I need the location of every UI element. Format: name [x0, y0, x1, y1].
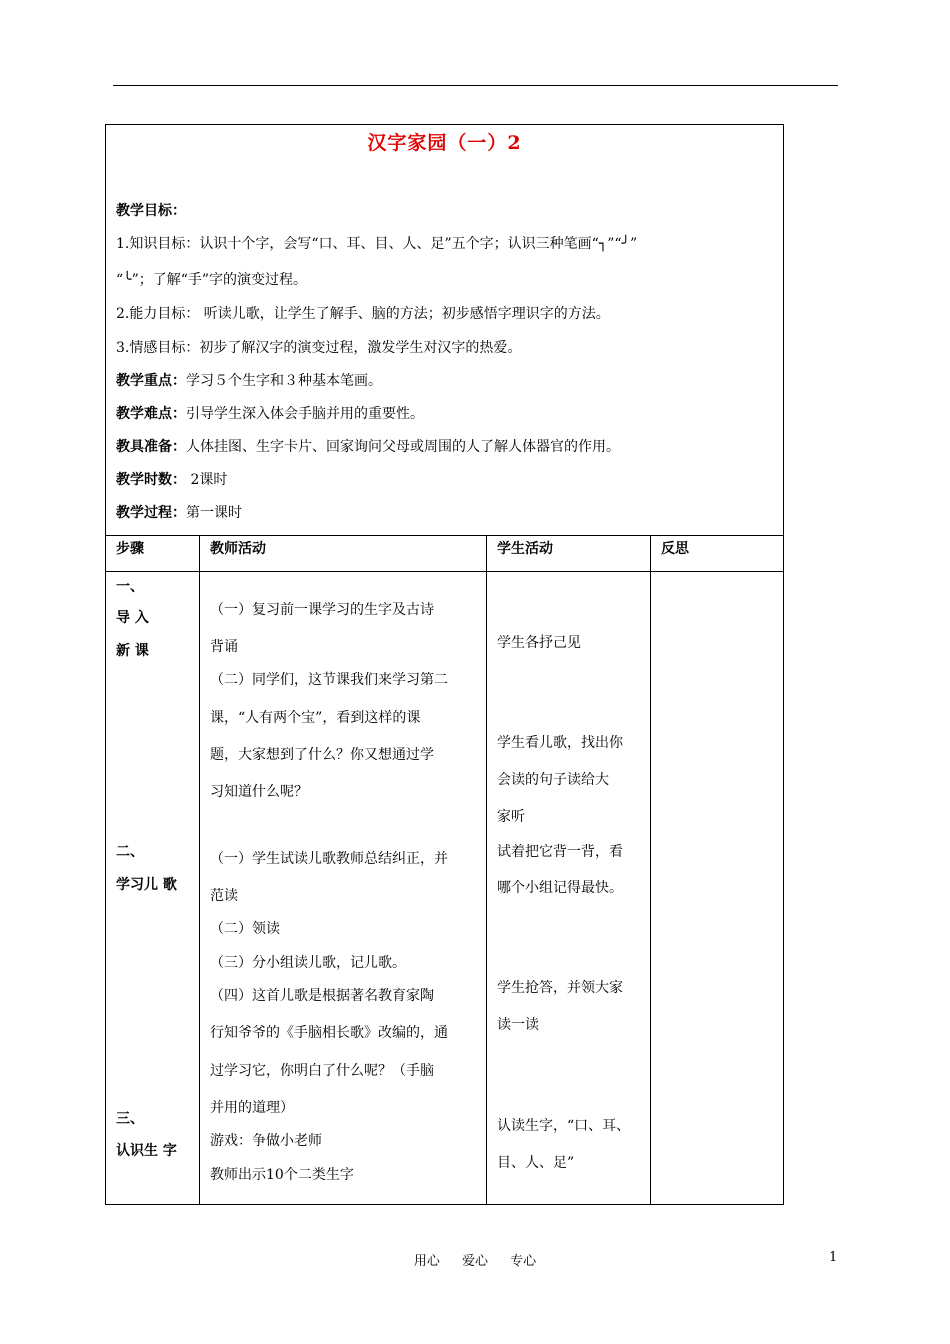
step-2-number: 二、	[116, 844, 144, 860]
teaching-hours	[116, 471, 227, 489]
student-line: 学生各抒己见	[497, 635, 581, 651]
footer-word: 用心	[413, 1254, 440, 1269]
teacher-line: 并用的道理）	[210, 1100, 294, 1116]
goal-ability: 2.能力目标： 听读儿歌，让学生了解手、脑的方法；初步感悟字理识字的方法。	[116, 306, 610, 322]
table-col-divider-2	[486, 535, 487, 1205]
table-header-border	[105, 571, 784, 572]
teacher-line: （一）学生试读儿歌教师总结纠正，并	[210, 851, 448, 867]
step-3-number: 三、	[116, 1111, 144, 1127]
teacher-line: （一）复习前一课学习的生字及古诗	[210, 602, 434, 618]
col-header-steps: 步骤	[116, 541, 144, 557]
key-points-text: 学习５个生字和３种基本笔画。	[186, 373, 382, 389]
difficulty-label: 教学难点：	[116, 406, 186, 422]
student-line: 学生抢答，并领大家	[497, 980, 623, 996]
teacher-line: （二）领读	[210, 921, 280, 937]
table-col-divider-3	[650, 535, 651, 1205]
step-1-line1: 导 入	[116, 610, 149, 626]
teacher-line: 过学习它，你明白了什么呢？（手脑	[210, 1063, 434, 1079]
student-line: 目、人、足”	[497, 1155, 575, 1171]
preparation-text: 人体挂图、生字卡片、回家询问父母或周围的人了解人体器官的作用。	[186, 439, 620, 455]
step-2-line1: 学习儿 歌	[116, 877, 177, 893]
teacher-line: 背诵	[210, 639, 238, 655]
difficulty-text: 引导学生深入体会手脑并用的重要性。	[186, 406, 424, 422]
step-1-number: 一、	[116, 579, 144, 595]
student-line: 会读的句子读给大	[497, 772, 609, 788]
student-line: 家听	[497, 809, 525, 825]
step-1-line2: 新 课	[116, 643, 149, 659]
teacher-line: 题，大家想到了什么？你又想通过学	[210, 747, 434, 763]
page-title: 汉字家园（一）2	[367, 132, 522, 154]
table-top-border	[105, 535, 784, 536]
difficulty	[116, 405, 424, 423]
preparation-label: 教具准备：	[116, 439, 186, 455]
teacher-line: 教师出示10个二类生字	[210, 1167, 354, 1183]
col-header-reflection: 反思	[661, 541, 689, 557]
footer-word: 专心	[510, 1254, 537, 1269]
key-points-label: 教学重点：	[116, 373, 186, 389]
key-points	[116, 372, 382, 390]
teaching-process-text: 第一课时	[186, 505, 242, 521]
teaching-hours-text: 2课时	[186, 472, 228, 488]
teacher-line: 课，“人有两个宝”，看到这样的课	[210, 710, 421, 726]
teacher-line: 范读	[210, 888, 238, 904]
goals-heading: 教学目标：	[116, 203, 186, 219]
student-line: 读一读	[497, 1017, 539, 1033]
preparation	[116, 438, 620, 456]
student-line: 学生看儿歌，找出你	[497, 735, 623, 751]
teacher-line: （三）分小组读儿歌，记儿歌。	[210, 955, 406, 971]
goal-emotion: 3.情感目标：初步了解汉字的演变过程，激发学生对汉字的热爱。	[116, 340, 522, 356]
teacher-line: 行知爷爷的《手脑相长歌》改编的，通	[210, 1025, 448, 1041]
teaching-process	[116, 504, 242, 522]
student-line: 认读生字，“口、耳、	[497, 1118, 631, 1134]
goal-knowledge-line1: 1.知识目标：认识十个字，会写“口、耳、目、人、足”五个字；认识三种笔画“┐”“╯”	[116, 236, 638, 252]
header-rule	[113, 85, 838, 86]
teacher-line: 习知道什么呢？	[210, 784, 308, 800]
col-header-student: 学生活动	[497, 541, 553, 557]
footer-word: 爱心	[461, 1254, 488, 1269]
page-number: 1	[829, 1250, 838, 1265]
teacher-line: （二）同学们，这节课我们来学习第二	[210, 672, 448, 688]
student-line: 哪个小组记得最快。	[497, 880, 623, 896]
page-footer	[0, 1250, 950, 1269]
table-col-divider-1	[199, 535, 200, 1205]
student-line: 试着把它背一背，看	[497, 844, 623, 860]
teacher-line: （四）这首儿歌是根据著名教育家陶	[210, 988, 434, 1004]
teaching-process-label: 教学过程：	[116, 505, 186, 521]
col-header-teacher: 教师活动	[210, 541, 266, 557]
teaching-hours-label: 教学时数：	[116, 472, 186, 488]
goal-knowledge-line2: “╰”；了解“手”字的演变过程。	[116, 272, 308, 288]
teacher-line: 游戏：争做小老师	[210, 1133, 322, 1149]
step-3-line1: 认识生 字	[116, 1143, 177, 1159]
